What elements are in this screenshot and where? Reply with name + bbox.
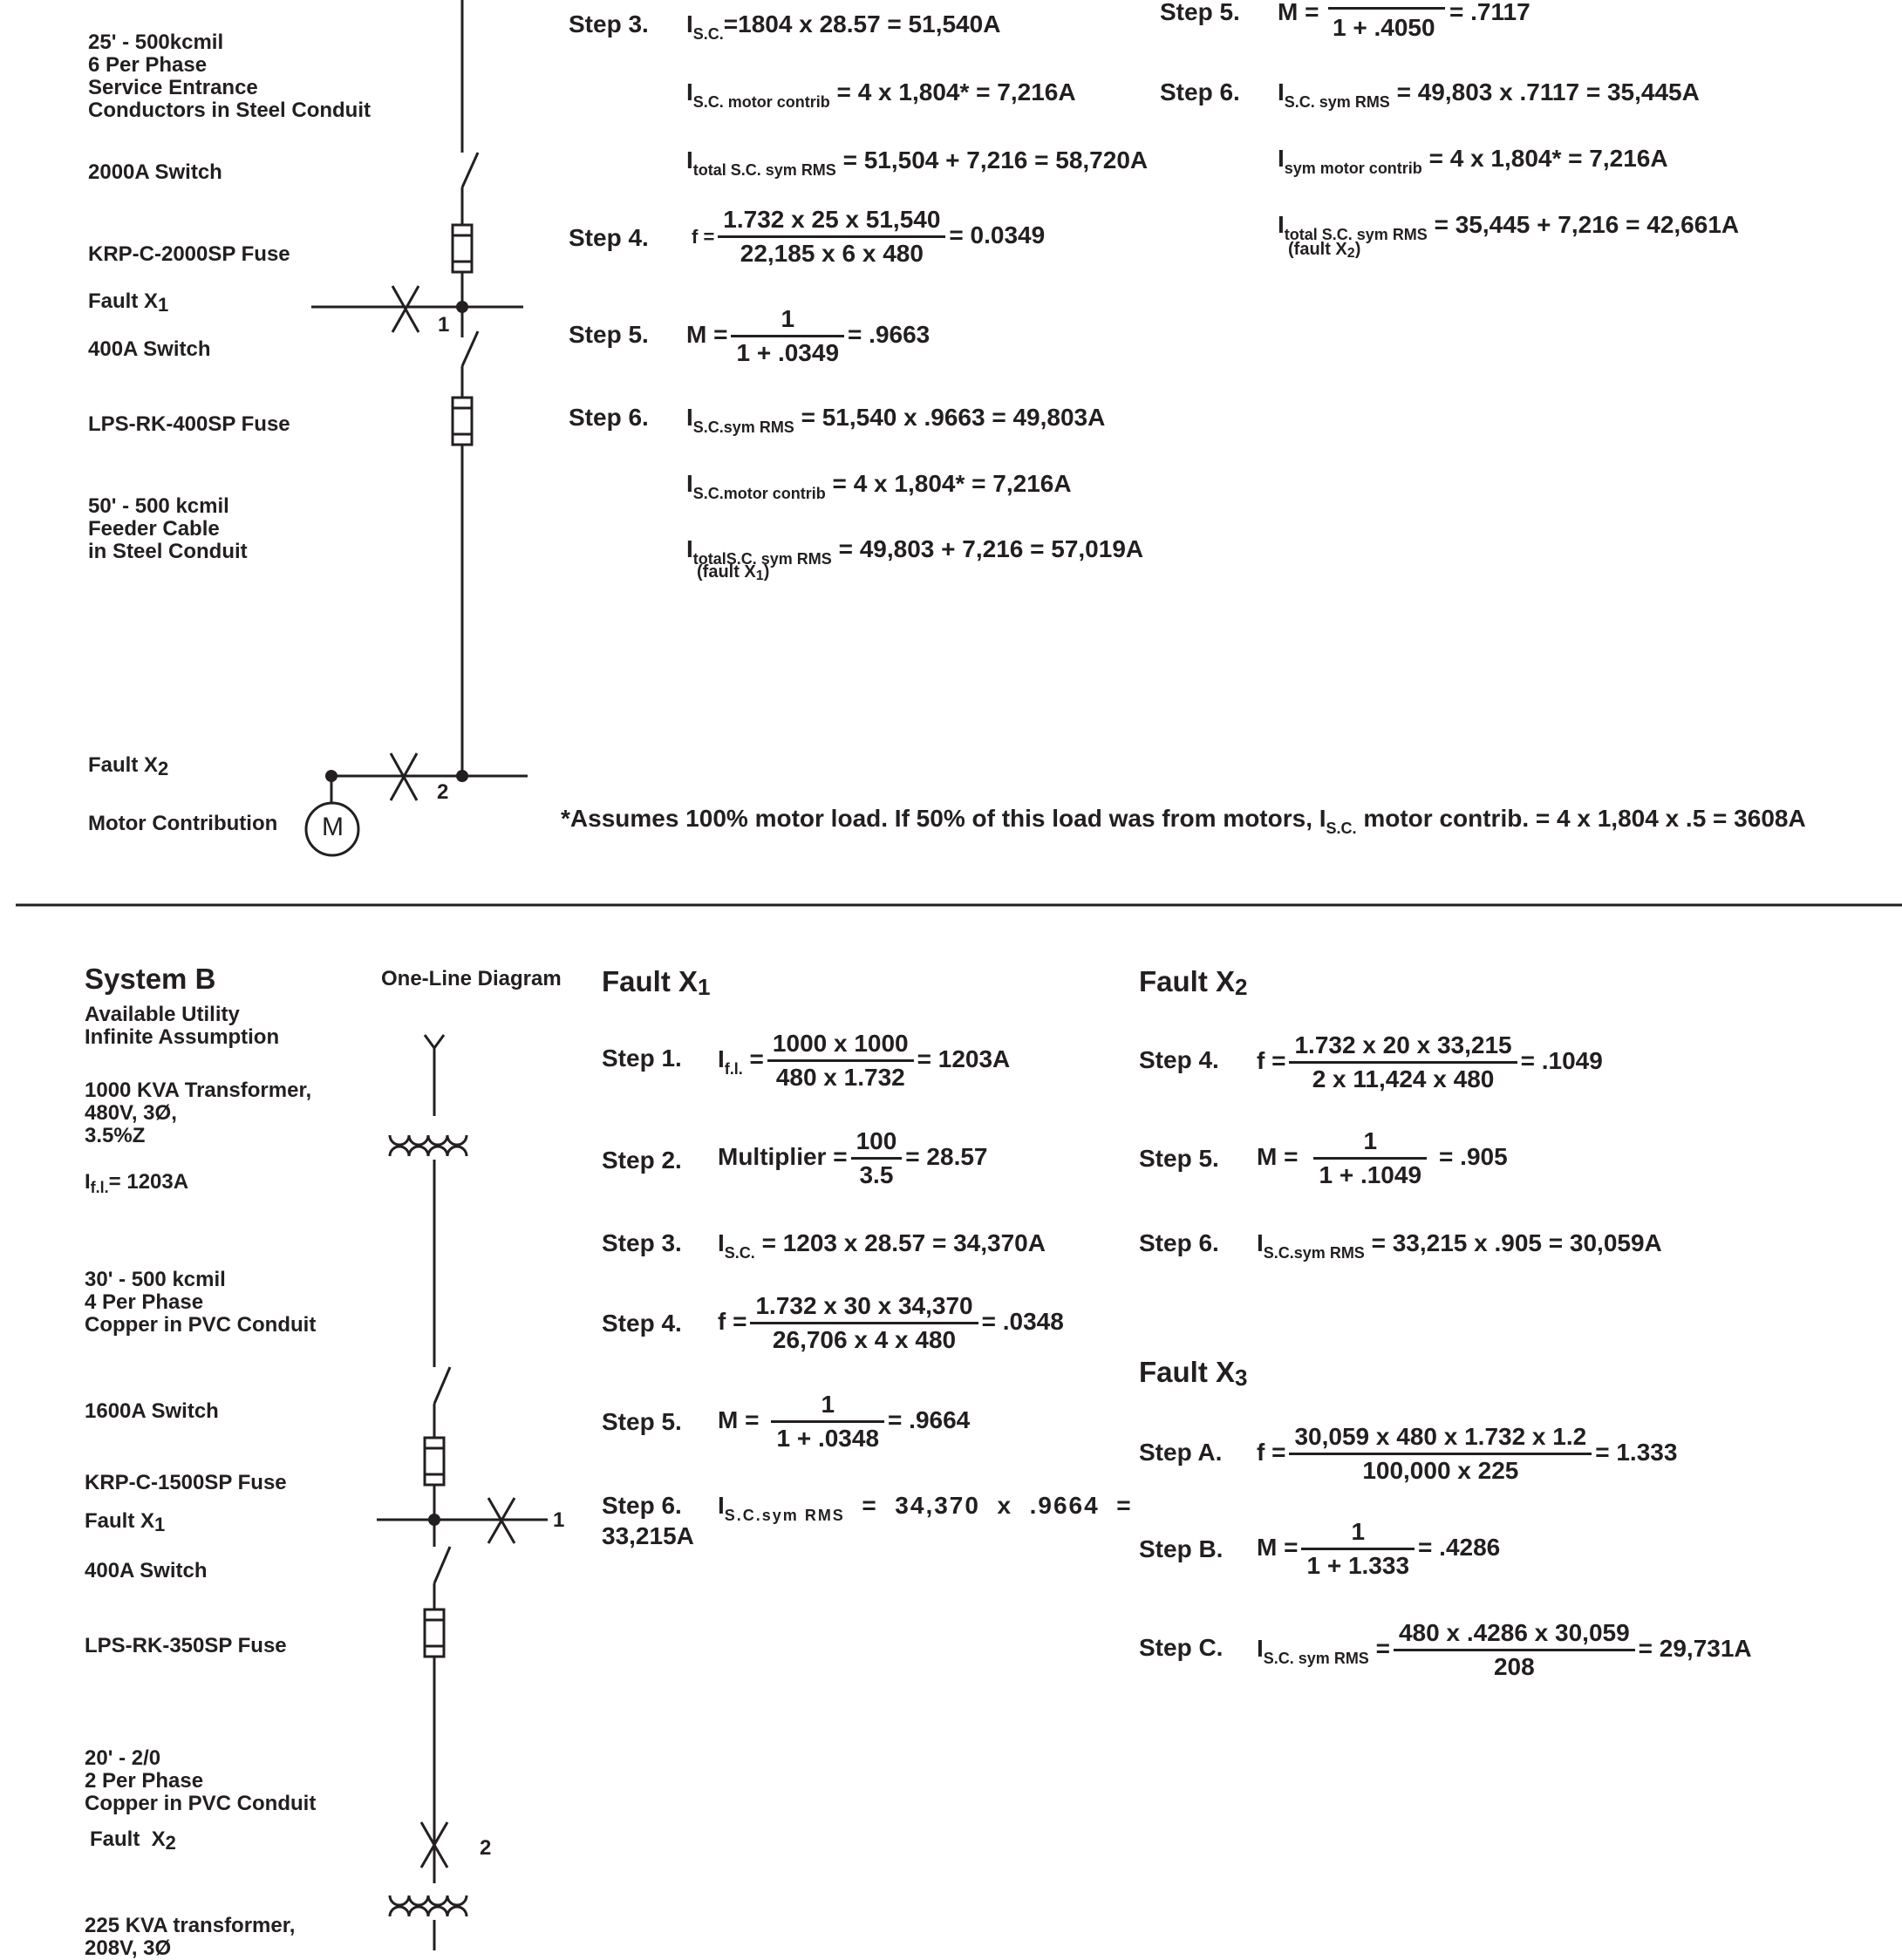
- sysA-conductors-label: 25' - 500kcmil 6 Per Phase Service Entrance Conductors in Steel Conduit: [88, 31, 371, 122]
- sysA-motor-label: Motor Contribution: [88, 812, 278, 835]
- sysA-step4-eq: f = $\frac{1.732 x 25 x 51,540}{22,185 x 6 x 480}$ = 0.0349: [692, 206, 1046, 267]
- sysB-switch-400: [434, 1547, 450, 1583]
- sysA-fault-x2-note: (fault X2): [1288, 240, 1361, 261]
- sysA-fuse2000-label: KRP-C-2000SP Fuse: [88, 242, 290, 266]
- sysA-step4-label: Step 4.: [569, 224, 649, 251]
- sysB-fx2-step6-label: Step 6.: [1139, 1229, 1219, 1256]
- sysB-utility-arrow-r: [434, 1035, 444, 1048]
- sysB-fx1-step6-result: 33,215A: [602, 1522, 694, 1549]
- sysB-fx1-step1-label: Step 1.: [602, 1045, 682, 1072]
- sysB-fx1-step1-eq: $I_{f.l.}$ = $\frac{1000 x 1000}{480 x 1.732}$ = 1203A: [718, 1030, 1011, 1091]
- sysB-fx1-step5-label: Step 5.: [602, 1408, 682, 1435]
- sysB-fx3-stepB-eq: M = $\frac{1}{1 + 1.333}$ = .4286: [1257, 1518, 1501, 1579]
- sysB-fx1-step6-label: Step 6.: [602, 1492, 682, 1519]
- sysA-col2-motor-contrib: $I_{sym motor contrib} = 4$ x 1,804* = 7,216A: [1278, 145, 1668, 177]
- sysB-fuse-350: [425, 1610, 444, 1657]
- sysB-fx2-step5-label: Step 5.: [1139, 1145, 1219, 1172]
- sysB-fx1-step6-eq: $I_{S.C.sym RMS} = 34,370$ x .9664 =: [718, 1492, 1133, 1524]
- sysB-conductors-label: 30' - 500 kcmil 4 Per Phase Copper in PVC Conduit: [85, 1268, 317, 1337]
- sysB-fx2-step4-label: Step 4.: [1139, 1046, 1219, 1073]
- sysB-fx2-step4-eq: f = $\frac{1.732 x 20 x 33,215}{2 x 11,424 x 480}$ = .1049: [1257, 1031, 1603, 1092]
- sysA-col2-step6-label: Step 6.: [1160, 78, 1240, 105]
- sysB-utility-label: Available Utility Infinite Assumption: [85, 1003, 280, 1049]
- sysB-faultx2-label: Fault X2: [90, 1827, 176, 1854]
- sysB-title: System B: [85, 963, 216, 995]
- sysB-transformer-2: [390, 1895, 467, 1916]
- sysB-fx1-step4-label: Step 4.: [602, 1310, 682, 1337]
- sysB-fx1-step3-eq: $I_{S.C.} = 1203$ x 28.57 = 34,370A: [718, 1229, 1046, 1262]
- sysA-fuse-400: [453, 398, 472, 445]
- sysA-feeder-label: 50' - 500 kcmil Feeder Cable in Steel Conduit: [88, 494, 248, 563]
- sysA-step6-label: Step 6.: [569, 404, 649, 431]
- sysA-col2-fraction-bar: [1328, 7, 1445, 10]
- sysB-fx3-stepC-eq: $I_{S.C. sym RMS}$ = $\frac{480 x .4286 x 30,059}{208}$ = 29,731A: [1257, 1619, 1752, 1680]
- sysB-transformer2-label: 225 KVA transformer, 208V, 3Ø: [85, 1914, 296, 1960]
- sysA-step3-eq: $I_{S.C.}=1804$ x 28.57 = 51,540A: [686, 10, 1001, 43]
- sysB-fx1-step2-eq: Multiplier = $\frac{100}{3.5}$ = 28.57: [718, 1127, 988, 1188]
- sysA-fault1-number: 1: [438, 313, 450, 337]
- sysB-fuse-1500: [425, 1438, 444, 1485]
- sysA-faultx2-label: Fault X2: [88, 753, 169, 779]
- sysA-fuse400-label: LPS-RK-400SP Fuse: [88, 412, 290, 436]
- sysA-fault-x1-note: (fault X1): [697, 562, 770, 583]
- sysA-step5-eq: M = $\frac{1}{1 + .0349}$ = .9663: [686, 305, 931, 366]
- sysA-motor-contrib-2: $I_{S.C.motor contrib} = 4$ x 1,804* = 7,216A: [686, 470, 1072, 502]
- sysB-fx3-stepB-label: Step B.: [1139, 1535, 1224, 1562]
- sysB-transformer-1: [390, 1135, 467, 1156]
- sysB-fx3-stepA-eq: f = $\frac{30,059 x 480 x 1.732 x 1.2}{100,000 x 225}$ = 1.333: [1257, 1423, 1678, 1484]
- sysB-fx1-step2-label: Step 2.: [602, 1147, 682, 1174]
- sysB-fx1-step3-label: Step 3.: [602, 1229, 682, 1256]
- sysA-step3-label: Step 3.: [569, 10, 649, 37]
- sysA-fault2-number: 2: [437, 780, 449, 804]
- sysB-fx1-step5-eq: M = $\frac{1}{1 + .0348}$ = .9664: [718, 1391, 971, 1452]
- sysA-col2-step6-eq: $I_{S.C. sym RMS} = 49,803$ x .7117 = 35,445A: [1278, 78, 1700, 111]
- sysB-switch400-label: 400A Switch: [85, 1559, 208, 1582]
- sysB-ifl-label: $I_{f.l.}= 1203A$: [85, 1170, 189, 1196]
- sysB-fx3-stepA-label: Step A.: [1139, 1439, 1223, 1466]
- sysB-fx1-title: Fault X1: [602, 965, 711, 1000]
- sysB-switch-1600: [434, 1367, 450, 1404]
- sysB-utility-arrow-l: [425, 1035, 434, 1048]
- sysA-switch2000-label: 2000A Switch: [88, 160, 222, 184]
- sysB-feeder-label: 20' - 2/0 2 Per Phase Copper in PVC Conduit: [85, 1746, 317, 1815]
- sysB-fx2-step6-eq: $I_{S.C.sym RMS} = 33,215$ x .905 = 30,059A: [1257, 1229, 1662, 1262]
- sysA-col2-total-sc: $I_{total S.C. sym RMS} = 35,445 + 7,216 = 42,661A$: [1278, 211, 1740, 243]
- sysB-diagram-title: One-Line Diagram: [381, 967, 562, 990]
- sysA-col2-step5-den: 1 + .4050: [1333, 14, 1435, 41]
- sysB-fx2-title: Fault X2: [1139, 965, 1248, 1000]
- sysB-fx2-step5-eq: M = $\frac{1}{1 + .1049}$ = .905: [1257, 1127, 1508, 1188]
- sysB-fault2-number: 2: [480, 1836, 492, 1860]
- sysA-motor-contrib-1: $I_{S.C. motor contrib} = 4$ x 1,804* = 7,216A: [686, 78, 1076, 111]
- sysA-switch-2000: [462, 153, 478, 187]
- sysA-switch400-label: 400A Switch: [88, 337, 211, 361]
- sysA-switch-400: [462, 331, 478, 366]
- sysB-fx3-stepC-label: Step C.: [1139, 1634, 1224, 1661]
- sysA-footnote: *Assumes 100% motor load. If 50% of this load was from motors, $I_{S.C.}$ motor contrib. = 4 x 1,804 x .5 = 3608A: [561, 805, 1806, 837]
- sysA-total-sc-2: $I_{totalS.C. sym RMS} = 49,803 + 7,216 = 57,019A$: [686, 535, 1144, 568]
- sysA-fuse-2000: [453, 225, 472, 272]
- sysB-faultx1-label: Fault X1: [85, 1509, 166, 1535]
- sysA-col2-step5-lhs: M =: [1278, 0, 1319, 25]
- sysB-fuse350-label: LPS-RK-350SP Fuse: [85, 1634, 287, 1657]
- sysB-fault1-number: 1: [553, 1508, 565, 1532]
- sysA-step6-eq: $I_{S.C.sym RMS} = 51,540$ x .9663 = 49,803A: [686, 404, 1106, 436]
- sysA-col2-step5-result: = .7117: [1449, 0, 1530, 25]
- sysB-fuse1500-label: KRP-C-1500SP Fuse: [85, 1471, 287, 1494]
- sysB-switch1600-label: 1600A Switch: [85, 1399, 219, 1423]
- sysB-fx1-step4-eq: f = $\frac{1.732 x 30 x 34,370}{26,706 x 4 x 480}$ = .0348: [718, 1292, 1064, 1353]
- sysA-col2-step5-label: Step 5.: [1160, 0, 1240, 25]
- sysB-transformer-label: 1000 KVA Transformer, 480V, 3Ø, 3.5%Z: [85, 1079, 312, 1147]
- sysB-fx3-title: Fault X3: [1139, 1356, 1248, 1391]
- sysA-motor-symbol-letter: M: [322, 813, 344, 841]
- sysA-step5-label: Step 5.: [569, 321, 649, 348]
- sysA-total-sc-1: $I_{total S.C. sym RMS} = 51,504 + 7,216 = 58,720A$: [686, 146, 1149, 179]
- sysA-faultx1-label: Fault X1: [88, 289, 169, 316]
